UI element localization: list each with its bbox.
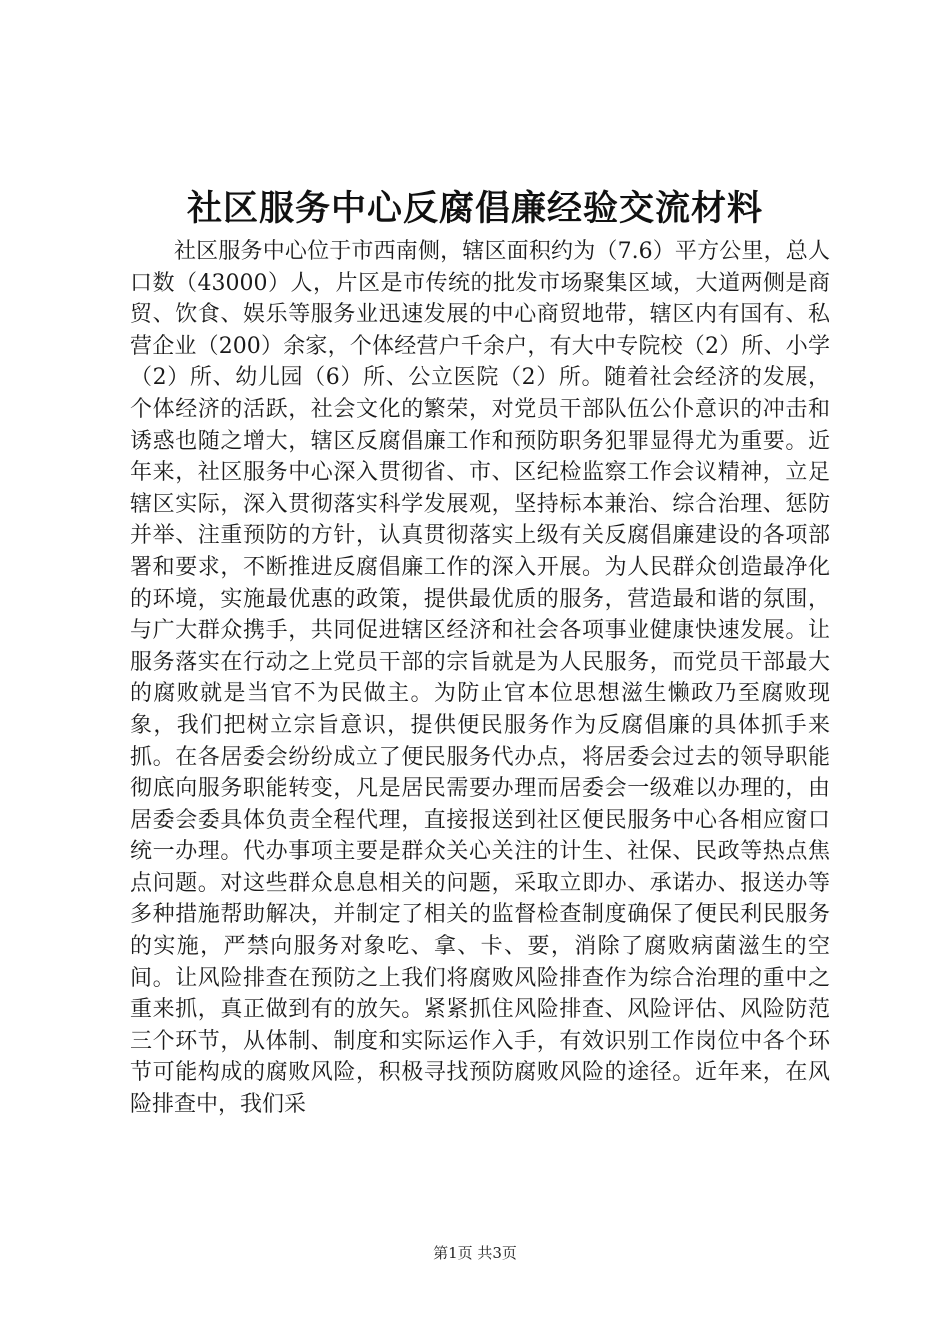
page-number-footer: 第1页 共3页 xyxy=(433,1244,517,1262)
document-body-paragraph: 社区服务中心位于市西南侧，辖区面积约为（7.6）平方公里，总人口数（43000）人，片区是市传统的批发市场聚集区域，大道两侧是商贸、饮食、娱乐等服务业迅速发展的中心商贸地带，辖区内有国有、私营企业（200）余家，个体经营户千余户，有大中专院校（2）所、小学（2）所、幼儿园（6）所、公立医院（2）所。随着社会经济的发展，个体经济的活跃，社会文化的繁荣，对党员干部队伍公仆意识的冲击和诱惑也随之增大，辖区反腐倡廉工作和预防职务犯罪显得尤为重要。近年来，社区服务中心深入贯彻省、市、区纪检监察工作会议精神，立足辖区实际，深入贯彻落实科学发展观，坚持标本兼治、综合治理、惩防并举、注重预防的方针，认真贯彻落实上级有关反腐倡廉建设的各项部署和要求，不断推进反腐倡廉工作的深入开展。为人民群众创造最净化的环境，实施最优惠的政策，提供最优质的服务，营造最和谐的氛围，与广大群众携手，共同促进辖区经济和社会各项事业健康快速发展。让服务落实在行动之上党员干部的宗旨就是为人民服务，而党员干部最大的腐败就是当官不为民做主。为防止官本位思想滋生懒政乃至腐败现象，我们把树立宗旨意识，提供便民服务作为反腐倡廉的具体抓手来抓。在各居委会纷纷成立了便民服务代办点，将居委会过去的领导职能彻底向服务职能转变，凡是居民需要办理而居委会一级难以办理的，由居委会委具体负责全程代理，直接报送到社区便民服务中心各相应窗口统一办理。代办事项主要是群众关心关注的计生、社保、民政等热点焦点问题。对这些群众息息相关的问题，采取立即办、承诺办、报送办等多种措施帮助解决，并制定了相关的监督检查制度确保了便民利民服务的实施，严禁向服务对象吃、拿、卡、要，消除了腐败病菌滋生的空间。让风险排查在预防之上我们将腐败风险排查作为综合治理的重中之重来抓，真正做到有的放矢。紧紧抓住风险排查、风险评估、风险防范三个环节，从体制、制度和实际运作入手，有效识别工作岗位中各个环节可能构成的腐败风险，积极寻找预防腐败风险的途径。近年来，在风险排查中，我们采 xyxy=(130,239,830,1118)
document-title: 社区服务中心反腐倡廉经验交流材料 xyxy=(186,188,763,229)
